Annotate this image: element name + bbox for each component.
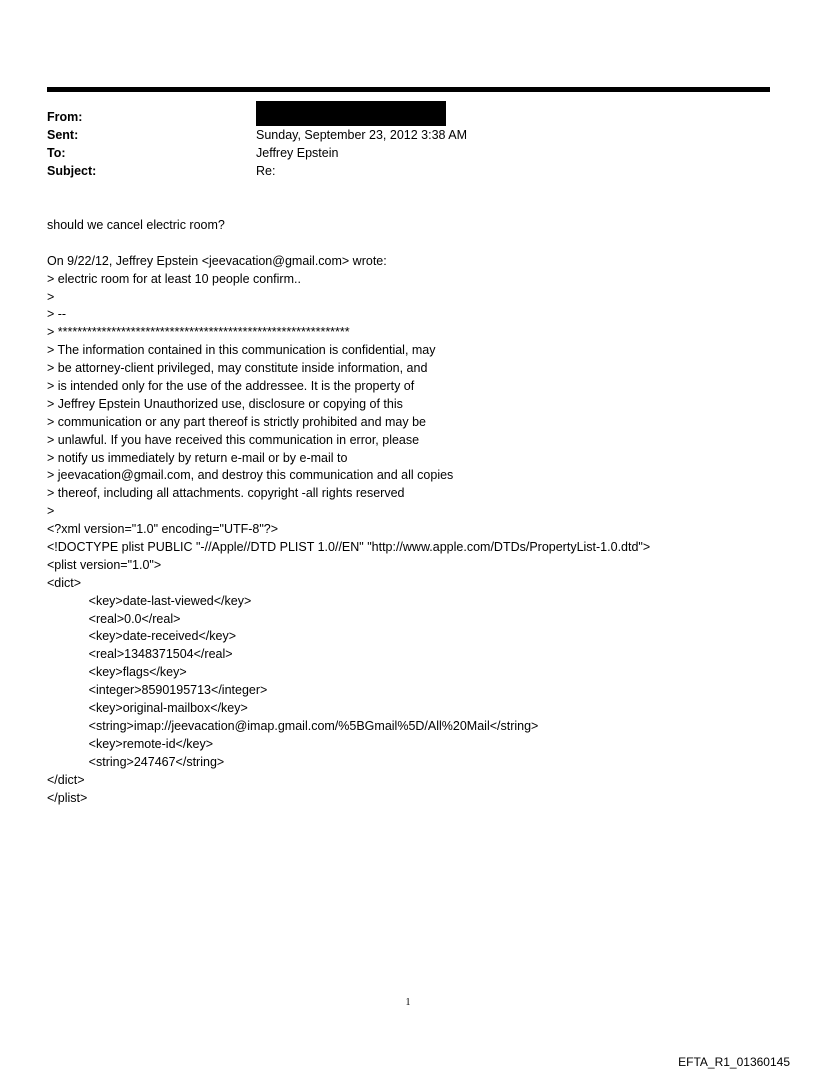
body-line: > <box>47 504 55 519</box>
body-line: should we cancel electric room? <box>47 218 225 232</box>
body-line: <key>flags</key> <box>47 665 187 680</box>
body-line: <plist version="1.0"> <box>47 557 162 572</box>
body-line: <string>247467</string> <box>47 754 225 769</box>
body-line: > is intended only for the use of the addressee. It is the property of <box>47 379 415 394</box>
body-line: On 9/22/12, Jeffrey Epstein <jeevacation@gmail.com> wrote: <box>47 253 387 268</box>
subject-label: Subject: <box>47 164 97 178</box>
redaction-block <box>256 101 446 126</box>
body-line: <integer>8590195713</integer> <box>47 683 268 698</box>
to-label: To: <box>47 146 66 160</box>
header-divider <box>47 87 770 92</box>
body-line: <dict> <box>47 575 82 590</box>
from-label: From: <box>47 110 83 124</box>
to-value: Jeffrey Epstein <box>256 146 339 160</box>
body-line: > notify us immediately by return e-mail or by e-mail to <box>47 450 348 465</box>
sent-value: Sunday, September 23, 2012 3:38 AM <box>256 128 468 142</box>
body-line: <key>date-last-viewed</key> <box>47 593 252 608</box>
body-line: <string>imap://jeevacation@imap.gmail.com/%5BGmail%5D/All%20Mail</string> <box>47 718 539 733</box>
body-line: > electric room for at least 10 people confirm.. <box>47 271 301 286</box>
body-line: > <box>47 289 55 304</box>
body-line: <real>0.0</real> <box>47 611 181 626</box>
body-line: > unlawful. If you have received this communication in error, please <box>47 432 420 447</box>
body-line: > The information contained in this communication is confidential, may <box>47 343 436 358</box>
body-line: > be attorney-client privileged, may constitute inside information, and <box>47 361 428 376</box>
body-line: </plist> <box>47 790 88 805</box>
body-line: <key>date-received</key> <box>47 629 236 644</box>
message-body <box>47 217 787 807</box>
body-line: > thereof, including all attachments. copyright -all rights reserved <box>47 486 405 501</box>
body-line: </dict> <box>47 772 85 787</box>
body-line: > jeevacation@gmail.com, and destroy this communication and all copies <box>47 468 454 483</box>
page-number: 1 <box>405 997 411 1008</box>
body-line: <!DOCTYPE plist PUBLIC "-//Apple//DTD PLIST 1.0//EN" "http://www.apple.com/DTDs/PropertyList-1.0.dtd"> <box>47 540 651 555</box>
document-id: EFTA_R1_01360145 <box>678 1055 790 1069</box>
body-line <box>47 235 787 253</box>
body-line: <key>remote-id</key> <box>47 736 214 751</box>
body-line: <real>1348371504</real> <box>47 647 233 662</box>
subject-value: Re: <box>256 164 276 178</box>
body-line: <?xml version="1.0" encoding="UTF-8"?> <box>47 522 279 537</box>
body-line: > Jeffrey Epstein Unauthorized use, disclosure or copying of this <box>47 396 403 411</box>
body-line: > communication or any part thereof is strictly prohibited and may be <box>47 414 427 429</box>
body-line: <key>original-mailbox</key> <box>47 701 248 716</box>
body-line: > -- <box>47 307 67 322</box>
sent-label: Sent: <box>47 128 79 142</box>
body-line: > ************************************************************ <box>47 325 350 340</box>
